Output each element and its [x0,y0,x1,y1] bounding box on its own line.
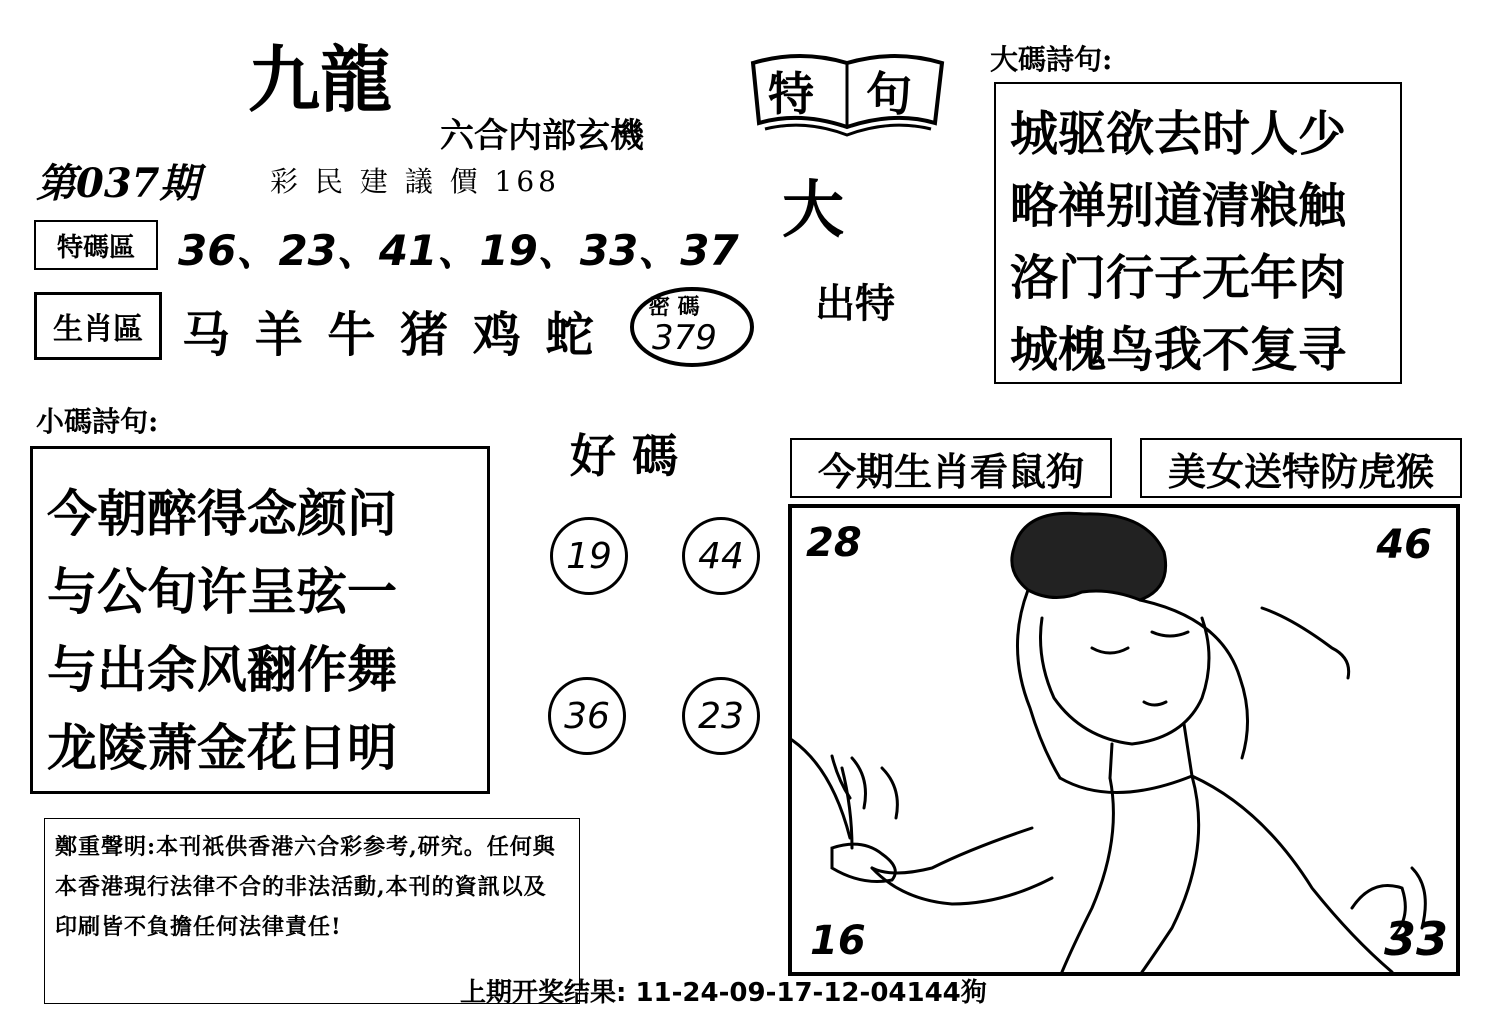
big-poem-heading: 大碼詩句: [990,43,1113,76]
price-line: 彩 民 建 議 價 168 [270,165,560,198]
big-poem-line: 城驱欲去时人少 [1010,106,1347,162]
beauty-hint-box [1140,438,1462,498]
big-poem-line: 洛门行子无年肉 [1010,250,1347,306]
picture-panel [788,504,1460,976]
big-poem-line: 城槐鸟我不复寻 [1010,322,1347,378]
issue-number: 第037期 [36,160,200,207]
zodiac-hint-box [790,438,1112,498]
small-poem-line: 龙陵萧金花日明 [47,718,397,777]
small-poem-line: 今朝醉得念颜问 [47,484,397,543]
disclaimer-text: 鄭重聲明:本刊祇供香港六合彩参考,研究。任何與本香港現行法律不合的非法活動,本刊的資訊以及印刷皆不負擔任何法律責任! [55,834,556,940]
subtitle: 六合内部玄機 [440,116,644,156]
special-code-label: 特碼區 [56,232,135,263]
small-poem-box [30,446,490,794]
chu-te-label: 出特 [815,280,895,327]
big-char: 大 [782,173,845,246]
picture-number-top-left: 28 [806,520,862,566]
secret-code-label: 密 碼 [648,294,700,320]
lady-illustration [792,508,1456,972]
small-poem-line: 与公旬许呈弦一 [47,562,397,621]
big-poem-line: 略禅别道清粮触 [1010,178,1347,234]
page-title: 九龍 [248,37,393,122]
special-badge-text: 特 句 [768,67,931,121]
good-code-title: 好 碼 [570,429,679,483]
zodiac-label: 生肖區 [53,312,143,347]
last-result: 上期开奖结果: 11-24-09-17-12-04144狗 [460,978,987,1008]
secret-code-value: 379 [652,318,717,358]
big-poem-box [994,82,1402,384]
small-poem-line: 与出余风翻作舞 [47,640,397,699]
special-code-numbers: 36、23、41、19、33、37 [178,226,739,275]
picture-number-top-right: 46 [1376,522,1432,568]
good-code-circle: 23 [682,677,760,755]
picture-number-bottom-left: 16 [810,918,866,964]
small-poem-heading: 小碼詩句: [36,405,159,438]
zodiac-label-box [34,292,162,360]
beauty-hint: 美女送特防虎猴 [1167,448,1434,494]
zodiac-hint: 今期生肖看鼠狗 [817,448,1084,494]
good-code-circle: 36 [548,677,626,755]
good-code-circle: 19 [550,517,628,595]
good-code-circle: 44 [682,517,760,595]
zodiac-animals: 马 羊 牛 猪 鸡 蛇 [182,307,598,363]
picture-number-bottom-right: 33 [1383,912,1448,966]
special-code-label-box [34,220,158,270]
